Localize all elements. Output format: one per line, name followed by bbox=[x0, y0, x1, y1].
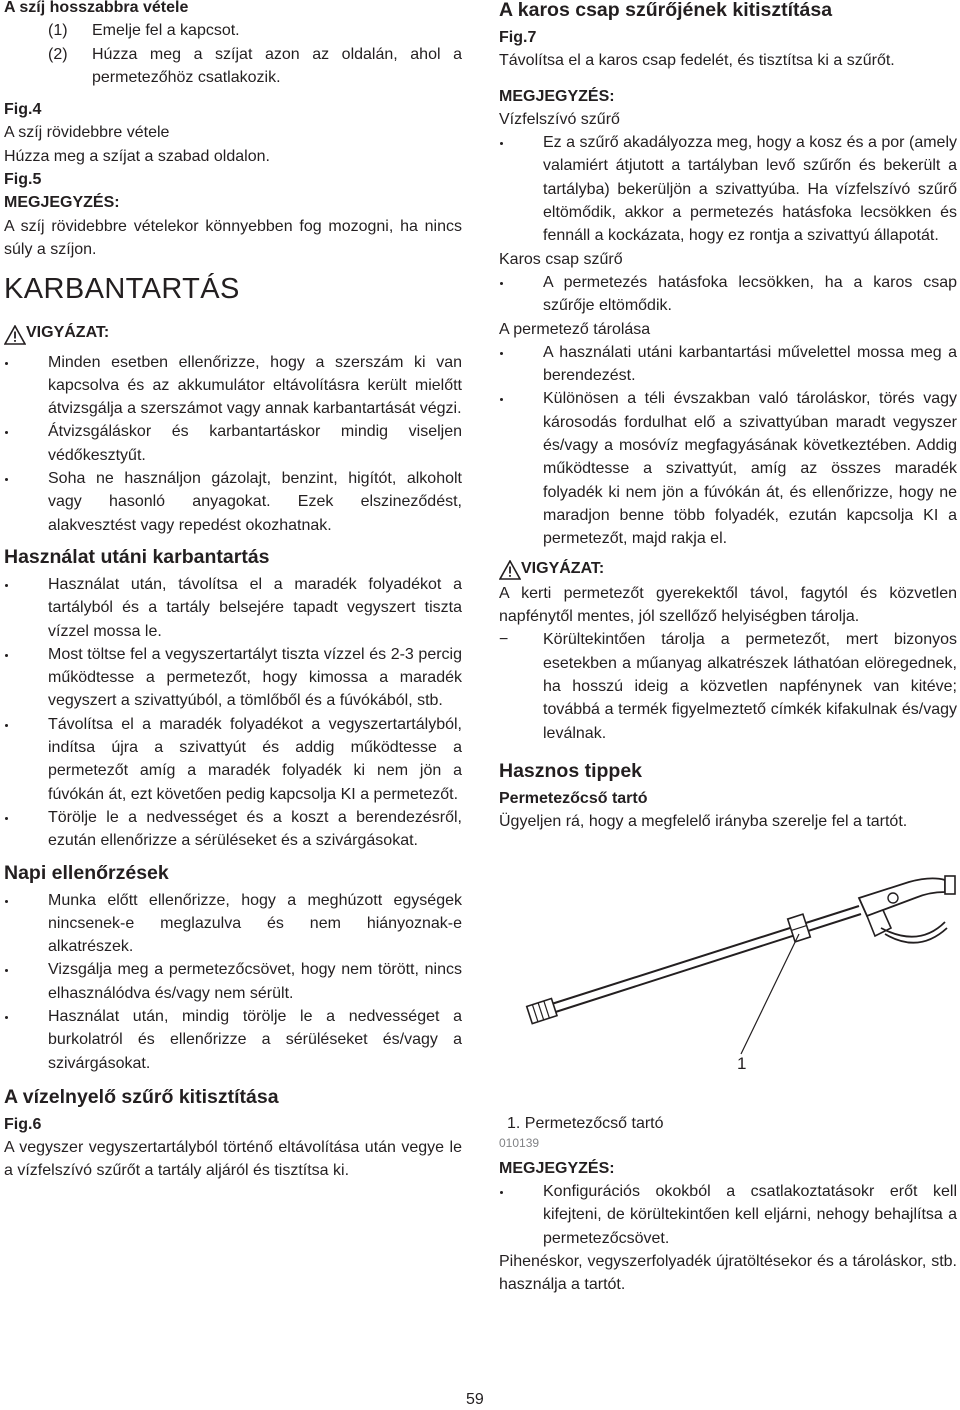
note-label: MEGJEGYZÉS: bbox=[499, 87, 615, 105]
note2-text: Pihenéskor, vegyszerfolyadék újratöltésekor és a tároláskor, stb. használja a tartót. bbox=[499, 1252, 957, 1294]
strap-steps bbox=[4, 19, 462, 89]
list-item: Különösen a téli évszakban való tároláskor, törés vagy károsodás fordulhat elő a szivattyúban maradt vegyszer és/vagy a mosóvíz megfagyásának következtében. Addig működtesse a szivattyút, amíg az összes maradék folyadék ki nem jön a fúvókán át, és ellenőrizze, hogy ne maradjon benne több folyadék, ezután kapcsolja KI a permetezőt, majd rakja el. bbox=[499, 387, 957, 550]
list-item: Vizsgálja meg a permetezőcsövet, hogy nem törött, nincs elhasználódva és/vagy nem sérült. bbox=[4, 958, 462, 1005]
fig5-label: Fig.5 bbox=[4, 171, 42, 189]
fig7-label: Fig.7 bbox=[499, 29, 537, 46]
figure-callout-number: 1 bbox=[737, 1053, 747, 1073]
figure-caption: 1. Permetezőcső tartó bbox=[507, 1114, 664, 1132]
daily-list bbox=[4, 889, 462, 1075]
storage-label: A permetező tárolása bbox=[499, 320, 651, 338]
list-item: A permetezés hatásfoka lecsökken, ha a karos csap szűrője eltömődik. bbox=[499, 271, 957, 318]
after-use-list bbox=[4, 573, 462, 853]
tips-title: Hasznos tippek bbox=[499, 759, 643, 782]
harmful-text: Távolítsa el a karos csap fedelét, és tisztítsa ki a szűrőt. bbox=[499, 52, 895, 70]
intake-filter-label: Vízfelszívó szűrő bbox=[499, 110, 620, 128]
lance-holder-figure bbox=[499, 858, 957, 1108]
figure-code: 010139 bbox=[499, 1135, 540, 1150]
list-item: − Körültekintően tárolja a permetezőt, mert bizonyos esetekben a műanyag alkatrészek láthatóan elöregednek, ha hosszú ideig a közvetlen napfénynek van kitéve; továbbá a termék figyelmeztető címkék kifakulnak és/vagy leválnak. bbox=[499, 628, 957, 744]
strap-step: (1) Emelje fel a kapcsot. bbox=[48, 22, 240, 40]
fig4-label: Fig.4 bbox=[4, 101, 42, 119]
list-item: Konfigurációs okokból a csatlakoztatásokr erőt kell kifejteni, de körültekintően kell eljárni, nehogy behajlítsa a permetezőcsövet. bbox=[499, 1180, 957, 1250]
list-item: Használat után, mindig törölje le a nedvességet a burkolatról és ellenőrizze a sérüléseket és/vagy a szivárgásokat. bbox=[4, 1005, 462, 1075]
holder-text: Ügyeljen rá, hogy a megfelelő irányba szerelje fel a tartót. bbox=[499, 813, 908, 831]
lever-filter-label: Karos csap szűrő bbox=[499, 250, 623, 268]
page-number: 59 bbox=[466, 1391, 484, 1408]
intake-filter-list bbox=[499, 131, 957, 247]
caution-text: A kerti permetezőt gyerekektől távol, fagytól és közvetlen napfénytől mentes, jól szellőző helyiségben tárolja. bbox=[499, 584, 957, 626]
lever-filter-list bbox=[499, 271, 957, 318]
list-item: Átvizsgáláskor és karbantartáskor mindig viseljen védőkesztyűt. bbox=[4, 420, 462, 467]
storage-list bbox=[499, 341, 957, 551]
list-item: Ez a szűrő akadályozza meg, hogy a kosz és a por (amely valamiért átjutott a tartályban levő szűrőn és bekerült a tartályba) bekerüljön a szivattyúba. Ha vízfelszívó szűrő eltömődik, akkor a permetezés hatásfoka lecsökken és fennáll a kockázata, hogy ez rontja a szivattyú állapotát. bbox=[499, 131, 957, 247]
caution-heading bbox=[499, 557, 957, 580]
caution-dash-list bbox=[499, 628, 957, 744]
caution-label: VIGYÁZAT: bbox=[26, 324, 110, 342]
list-item: Távolítsa el a maradék folyadékot a vegyszertartályból, indítsa újra a szivattyút és addig működtesse a permetezőt amíg a maradék folyadék ki nem jön a fúvókán át, ezt követően pedig kapcsolja KI a permetezőt. bbox=[4, 713, 462, 806]
note2-label: MEGJEGYZÉS: bbox=[499, 1159, 615, 1177]
holder-label: Permetezőcső tartó bbox=[499, 789, 648, 807]
harmful-title: A karos csap szűrőjének kitisztítása bbox=[499, 0, 833, 21]
note-label: MEGJEGYZÉS: bbox=[4, 194, 120, 212]
note2-list bbox=[499, 1180, 957, 1250]
caution-list bbox=[4, 351, 462, 537]
list-item: Munka előtt ellenőrizze, hogy a meghúzott egységek nincsenek-e meglazulva és nem hiányoznak-e alkatrészek. bbox=[4, 889, 462, 959]
list-item: Használat után, távolítsa el a maradék folyadékot a tartályból és a tartály belsejére tapadt vegyszert tiszta vízzel mossa le. bbox=[4, 573, 462, 643]
warning-triangle-icon bbox=[4, 325, 26, 345]
list-item: Minden esetben ellenőrizze, hogy a szerszám ki van kapcsolva és az akkumulátor eltávolításra került mielőtt átvizsgálja a szerszámot vagy annak karbantartását végzi. bbox=[4, 351, 462, 421]
right-column bbox=[499, 0, 957, 1297]
intake-text: A vegyszer vegyszertartályból történő eltávolítása után vegye le a vízfelszívó szűrőt a tartály aljáról és tisztítsa ki. bbox=[4, 1139, 462, 1180]
after-use-title: Használat utáni karbantartás bbox=[4, 545, 270, 568]
caution-label: VIGYÁZAT: bbox=[521, 559, 605, 577]
list-item: Törölje le a nedvességet és a koszt a berendezésről, ezután ellenőrizze a sérüléseket és a szivárgásokat. bbox=[4, 806, 462, 853]
caution-heading bbox=[4, 321, 462, 344]
strap-longer-title: A szíj hosszabbra vétele bbox=[4, 0, 189, 16]
lance-holder-illustration bbox=[499, 858, 957, 1108]
warning-triangle-icon bbox=[499, 560, 521, 580]
intake-title: A vízelnyelő szűrő kitisztítása bbox=[4, 1085, 279, 1108]
fig6-label: Fig.6 bbox=[4, 1115, 42, 1133]
strap-shorter-text: Húzza meg a szíjat a szabad oldalon. bbox=[4, 147, 270, 165]
list-item: Soha ne használjon gázolajt, benzint, higítót, alkoholt vagy hasonló anyagokat. Ezek elszineződést, alakvesztést vagy repedést okozhatnak. bbox=[4, 467, 462, 537]
section-title: KARBANTARTÁS bbox=[4, 273, 240, 306]
strap-shorter-title: A szíj rövidebbre vétele bbox=[4, 124, 170, 142]
left-column bbox=[4, 0, 462, 1183]
list-item: A használati utáni karbantartási művelettel mossa meg a berendezést. bbox=[499, 341, 957, 388]
daily-title: Napi ellenőrzések bbox=[4, 861, 169, 884]
list-item: Most töltse fel a vegyszertartályt tiszta vízzel és 2-3 percig működtesse a permetezőt, hogy kimossa a maradék vegyszert a szivattyúból, a tömlőből és a fúvókából, stb. bbox=[4, 643, 462, 713]
note-text: A szíj rövidebbre vételekor könnyebben fog mozogni, ha nincs súly a szíjon. bbox=[4, 217, 462, 258]
strap-step: (2) Húzza meg a szíjat azon az oldalán, ahol a permetezőhöz csatlakozik. bbox=[48, 45, 462, 86]
